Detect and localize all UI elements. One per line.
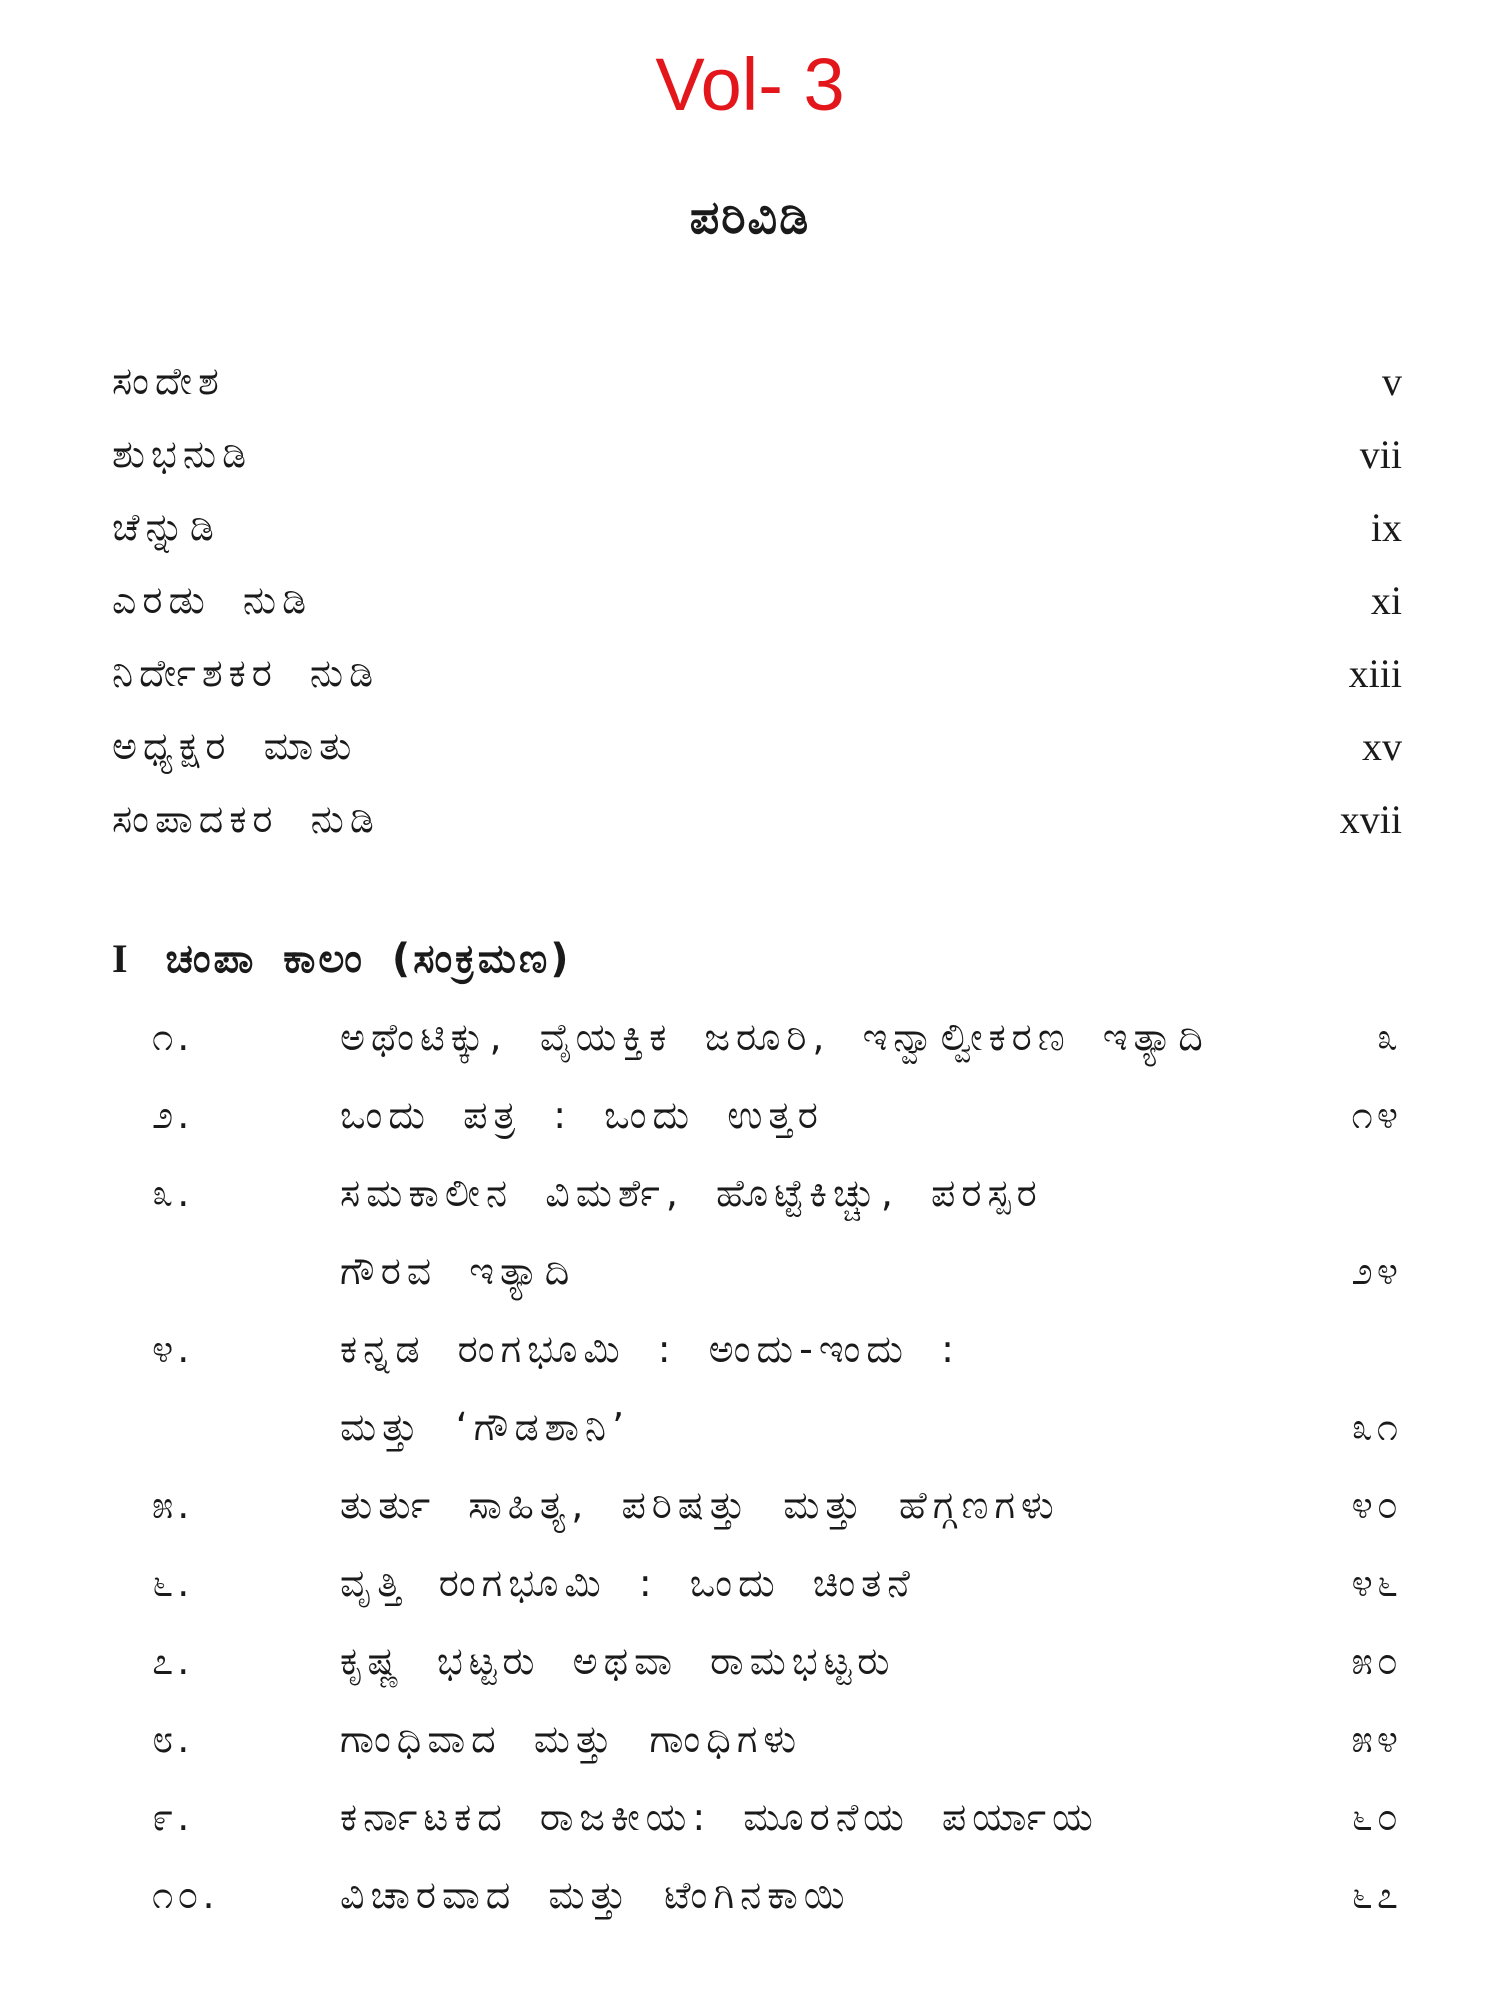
front-matter-item — [112, 710, 1402, 783]
entry-page: ೬೦ — [1351, 1795, 1402, 1839]
front-matter-item — [112, 491, 1402, 564]
toc-entry — [112, 1154, 1402, 1310]
entry-page: ೩೧ — [1351, 1405, 1402, 1449]
entry-number: ೪. — [152, 1327, 194, 1371]
entry-page: ೪೦ — [1351, 1483, 1402, 1527]
section-heading — [112, 935, 572, 982]
front-matter-item — [112, 345, 1402, 418]
entry-page: ೧೪ — [1351, 1093, 1402, 1137]
entry-title — [340, 1154, 1272, 1310]
entry-number: ೯. — [152, 1795, 194, 1839]
entry-title — [340, 1622, 1272, 1700]
front-matter-item — [112, 418, 1402, 491]
toc-entry — [112, 1310, 1402, 1466]
toc-entries — [112, 998, 1402, 1934]
front-matter-title: ಎರಡು ನುಡಿ — [112, 578, 313, 622]
entry-title-line: ಗಾಂಧಿವಾದ ಮತ್ತು ಗಾಂಧಿಗಳು — [340, 1717, 803, 1761]
front-matter-title: ಅಧ್ಯಕ್ಷರ ಮಾತು — [112, 724, 358, 768]
front-matter-page: xv — [1362, 724, 1402, 769]
entry-title-line: ಕರ್ನಾಟಕದ ರಾಜಕೀಯ: ಮೂರನೆಯ ಪರ್ಯಾಯ — [340, 1795, 1099, 1839]
entry-title — [340, 1310, 1272, 1466]
front-matter-title: ಸಂಪಾದಕರ ನುಡಿ — [112, 797, 380, 841]
entry-page: ೨೪ — [1351, 1249, 1402, 1293]
entry-title-line: ಸಮಕಾಲೀನ ವಿಮರ್ಶೆ, ಹೊಟ್ಟೆಕಿಚ್ಚು, ಪರಸ್ಪರ — [340, 1171, 1043, 1215]
front-matter-page: xvii — [1339, 797, 1402, 842]
front-matter-page: xiii — [1348, 651, 1402, 696]
entry-title — [340, 1778, 1272, 1856]
entry-page: ೪೬ — [1351, 1561, 1402, 1605]
entry-page: ೫೪ — [1351, 1717, 1402, 1761]
toc-entry — [112, 1856, 1402, 1934]
front-matter-page: vii — [1359, 432, 1402, 477]
volume-label: Vol- 3 — [655, 43, 845, 126]
front-matter-page: xi — [1370, 578, 1402, 623]
entry-title-line: ಕನ್ನಡ ರಂಗಭೂಮಿ : ಅಂದು-ಇಂದು : — [340, 1327, 960, 1371]
toc-entry — [112, 998, 1402, 1076]
front-matter-title: ಶುಭನುಡಿ — [112, 432, 253, 476]
entry-number: ೫. — [152, 1483, 194, 1527]
front-matter-page: v — [1382, 359, 1402, 404]
entry-page: ೬೭ — [1351, 1873, 1402, 1917]
toc-entry — [112, 1622, 1402, 1700]
toc-entry — [112, 1778, 1402, 1856]
entry-title-line: ಕೃಷ್ಣ ಭಟ್ಟರು ಅಥವಾ ರಾಮಭಟ್ಟರು — [340, 1639, 896, 1683]
toc-entry — [112, 1466, 1402, 1544]
front-matter-item — [112, 783, 1402, 856]
entry-title — [340, 1466, 1272, 1544]
entry-number: ೭. — [152, 1639, 194, 1683]
section-number: I — [112, 936, 131, 981]
entry-title-line: ಅಥೆಂಟಿಕ್ಕು, ವೈಯಕ್ತಿಕ ಜರೂರಿ, ಇನ್ವಾಲ್ವೀಕರಣ ಇತ್ಯಾದಿ — [340, 1015, 1209, 1059]
front-matter-title: ಚೆನ್ನುಡಿ — [112, 505, 220, 549]
front-matter-title: ನಿರ್ದೇಶಕರ ನುಡಿ — [112, 651, 380, 695]
entry-page: ೫೦ — [1351, 1639, 1402, 1683]
entry-number: ೨. — [152, 1093, 194, 1137]
entry-title — [340, 1076, 1272, 1154]
toc-entry — [112, 1544, 1402, 1622]
page-title: ಪರಿವಿಡಿ — [689, 190, 811, 244]
entry-title — [340, 998, 1272, 1076]
entry-title-line: ಗೌರವ ಇತ್ಯಾದಿ — [340, 1249, 576, 1293]
front-matter-title: ಸಂದೇಶ — [112, 359, 225, 403]
front-matter-page: ix — [1370, 505, 1402, 550]
toc-entry — [112, 1076, 1402, 1154]
entry-number: ೧೦. — [152, 1873, 219, 1917]
section-title: ಚಂಪಾ ಕಾಲಂ (ಸಂಕ್ರಮಣ) — [165, 936, 572, 982]
front-matter-item — [112, 564, 1402, 637]
entry-title — [340, 1544, 1272, 1622]
entry-title-line: ವೃತ್ತಿ ರಂಗಭೂಮಿ : ಒಂದು ಚಿಂತನೆ — [340, 1561, 916, 1605]
entry-number: ೩. — [152, 1171, 194, 1215]
entry-number: ೮. — [152, 1717, 194, 1761]
entry-page: ೩ — [1376, 1015, 1402, 1059]
entry-title-line: ವಿಚಾರವಾದ ಮತ್ತು ಟೆಂಗಿನಕಾಯಿ — [340, 1873, 851, 1917]
entry-number: ೬. — [152, 1561, 194, 1605]
entry-number: ೧. — [152, 1015, 194, 1059]
entry-title — [340, 1700, 1272, 1778]
front-matter-item — [112, 637, 1402, 710]
front-matter-list — [112, 345, 1402, 856]
entry-title — [340, 1856, 1272, 1934]
entry-title-line: ಒಂದು ಪತ್ರ : ಒಂದು ಉತ್ತರ — [340, 1093, 824, 1137]
entry-title-line: ಮತ್ತು ‘ಗೌಡಶಾನಿ’ — [340, 1405, 631, 1449]
entry-title-line: ತುರ್ತು ಸಾಹಿತ್ಯ, ಪರಿಷತ್ತು ಮತ್ತು ಹೆಗ್ಗಣಗಳು — [340, 1483, 1060, 1527]
toc-entry — [112, 1700, 1402, 1778]
